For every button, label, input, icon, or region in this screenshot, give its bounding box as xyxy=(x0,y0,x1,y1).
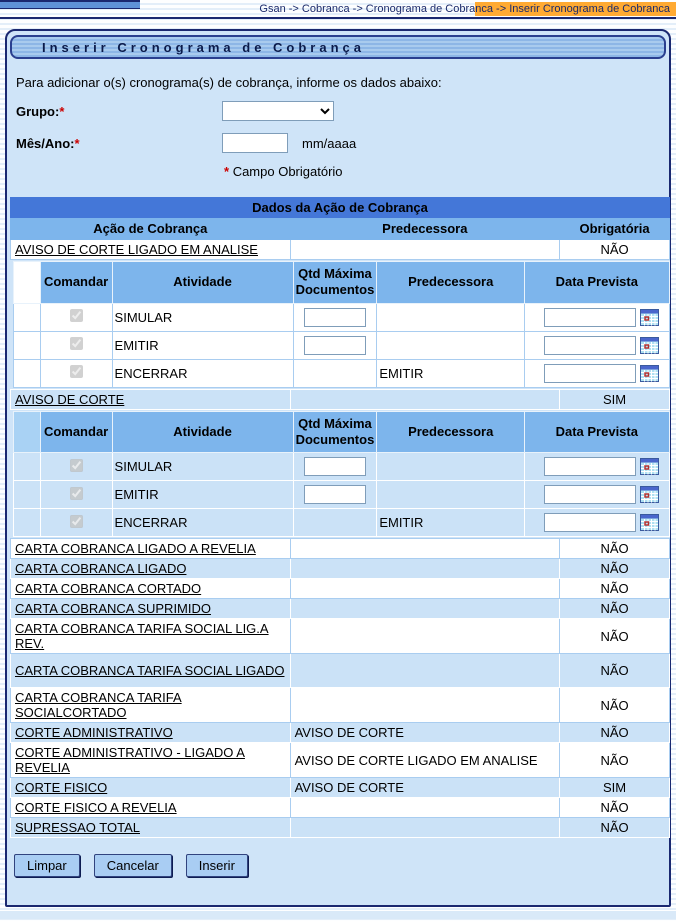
action-name-cell xyxy=(11,619,291,654)
action-predecessora: AVISO DE CORTE xyxy=(290,778,560,798)
action-link[interactable]: CARTA COBRANCA LIGADO xyxy=(15,561,187,576)
action-predecessora xyxy=(290,389,560,409)
comandar-checkbox[interactable] xyxy=(70,487,83,500)
action-obrigatoria: NÃO xyxy=(560,723,670,743)
action-obrigatoria: NÃO xyxy=(560,559,670,579)
action-link[interactable]: SUPRESSAO TOTAL xyxy=(15,820,140,835)
activity-predecessora xyxy=(377,481,525,509)
action-row xyxy=(11,818,670,838)
activity-col-header: Data Prevista xyxy=(525,411,669,453)
activity-col-header: Comandar xyxy=(40,262,112,304)
action-name-cell xyxy=(11,723,291,743)
data-prevista-input[interactable] xyxy=(544,457,636,476)
activity-col-header: Qtd Máxima Documentos xyxy=(293,411,377,453)
activity-table xyxy=(13,261,670,388)
action-obrigatoria: NÃO xyxy=(560,539,670,559)
action-obrigatoria: NÃO xyxy=(560,688,670,723)
activity-col-header xyxy=(13,411,40,453)
action-predecessora xyxy=(290,818,560,838)
action-predecessora xyxy=(290,798,560,818)
activity-row xyxy=(13,331,669,359)
comandar-checkbox[interactable] xyxy=(70,515,83,528)
mes-ano-label: Mês/Ano:* xyxy=(16,135,80,151)
comandar-checkbox[interactable] xyxy=(70,459,83,472)
action-link[interactable]: CARTA COBRANCA TARIFA SOCIAL LIGADO xyxy=(15,663,285,678)
activity-col-header: Comandar xyxy=(40,411,112,453)
activity-col-header xyxy=(13,262,40,304)
activity-spacer-cell xyxy=(13,359,40,387)
data-prevista-cell xyxy=(525,359,669,387)
calendar-icon[interactable] xyxy=(640,486,659,503)
required-note xyxy=(224,164,666,179)
acoes-table-body xyxy=(11,240,670,838)
action-obrigatoria: NÃO xyxy=(560,579,670,599)
action-predecessora xyxy=(290,619,560,654)
comandar-checkbox[interactable] xyxy=(70,365,83,378)
data-prevista-cell xyxy=(525,481,669,509)
action-name-cell xyxy=(11,240,291,260)
activity-predecessora: EMITIR xyxy=(377,509,525,537)
acoes-table-head-static xyxy=(11,198,670,240)
action-row xyxy=(11,539,670,559)
qtd-maxima-input[interactable] xyxy=(304,336,366,355)
activity-col-header: Atividade xyxy=(112,262,293,304)
breadcrumb-path[interactable]: Gsan -> Cobranca -> Cronograma de Cobra xyxy=(259,3,476,15)
action-row xyxy=(11,389,670,409)
inserir-button[interactable]: Inserir xyxy=(186,854,248,877)
action-obrigatoria: NÃO xyxy=(560,798,670,818)
action-obrigatoria: NÃO xyxy=(560,743,670,778)
qtd-maxima-input[interactable] xyxy=(304,485,366,504)
acoes-table xyxy=(10,197,670,838)
action-name-cell xyxy=(11,778,291,798)
activity-spacer-cell xyxy=(13,303,40,331)
qtd-maxima-cell xyxy=(293,359,377,387)
comandar-cell xyxy=(40,359,112,387)
action-obrigatoria: NÃO xyxy=(560,599,670,619)
qtd-maxima-cell xyxy=(293,303,377,331)
comandar-cell xyxy=(40,453,112,481)
breadcrumb-current[interactable]: nca -> Inserir Cronograma de Cobranca xyxy=(475,2,676,16)
qtd-maxima-input[interactable] xyxy=(304,457,366,476)
action-row xyxy=(11,619,670,654)
action-predecessora xyxy=(290,579,560,599)
activity-header-row xyxy=(13,411,669,453)
qtd-maxima-cell xyxy=(293,481,377,509)
action-link[interactable]: CORTE ADMINISTRATIVO xyxy=(15,725,173,740)
data-prevista-cell xyxy=(525,331,669,359)
action-obrigatoria: NÃO xyxy=(560,654,670,688)
activity-predecessora xyxy=(377,453,525,481)
activity-row xyxy=(13,453,669,481)
action-link[interactable]: CARTA COBRANCA CORTADO xyxy=(15,581,202,596)
calendar-icon[interactable] xyxy=(640,337,659,354)
activity-predecessora xyxy=(377,303,525,331)
mes-ano-row xyxy=(16,132,666,154)
activity-table xyxy=(13,411,670,538)
action-row xyxy=(11,723,670,743)
mes-ano-format-hint: mm/aaaa xyxy=(302,135,357,151)
grupo-required-star: * xyxy=(59,103,65,119)
activity-name: SIMULAR xyxy=(112,453,293,481)
comandar-cell xyxy=(40,303,112,331)
intro-text: Para adicionar o(s) cronograma(s) de cobrança, informe os dados abaixo: xyxy=(16,75,442,90)
top-frame-bar xyxy=(0,0,140,9)
mes-ano-input[interactable] xyxy=(222,133,288,153)
comandar-cell xyxy=(40,331,112,359)
data-prevista-cell xyxy=(525,509,669,537)
footer-strip xyxy=(0,911,676,919)
data-prevista-cell xyxy=(525,303,669,331)
action-name-cell xyxy=(11,688,291,723)
action-name-cell xyxy=(11,539,291,559)
qtd-maxima-cell xyxy=(293,509,377,537)
action-name-cell xyxy=(11,599,291,619)
page-title: Inserir Cronograma de Cobrança xyxy=(10,35,666,59)
action-link[interactable]: AVISO DE CORTE LIGADO EM ANALISE xyxy=(15,242,258,257)
action-row xyxy=(11,559,670,579)
action-name-cell xyxy=(11,579,291,599)
activity-row xyxy=(13,481,669,509)
required-note-text: Campo Obrigatório xyxy=(232,164,343,179)
button-row xyxy=(14,854,662,877)
action-link[interactable]: CARTA COBRANCA SUPRIMIDO xyxy=(15,601,211,616)
activity-row xyxy=(13,359,669,387)
activity-col-header: Atividade xyxy=(112,411,293,453)
action-name-cell xyxy=(11,798,291,818)
data-prevista-input[interactable] xyxy=(544,513,636,532)
action-row xyxy=(11,240,670,260)
action-name-cell xyxy=(11,559,291,579)
action-obrigatoria: NÃO xyxy=(560,240,670,260)
mes-ano-required-star: * xyxy=(74,135,80,151)
comandar-cell xyxy=(40,481,112,509)
table-title-row xyxy=(11,198,670,218)
action-link[interactable]: CARTA COBRANCA LIGADO A REVELIA xyxy=(15,541,256,556)
activity-subtable-row xyxy=(11,409,670,539)
action-obrigatoria: NÃO xyxy=(560,619,670,654)
activity-subtable-row xyxy=(11,260,670,390)
activity-name: EMITIR xyxy=(112,331,293,359)
activity-spacer-cell xyxy=(13,331,40,359)
activity-spacer-cell xyxy=(13,509,40,537)
data-prevista-input[interactable] xyxy=(544,485,636,504)
action-predecessora xyxy=(290,240,560,260)
comandar-checkbox[interactable] xyxy=(70,337,83,350)
data-prevista-input[interactable] xyxy=(544,364,636,383)
limpar-button[interactable]: Limpar xyxy=(14,854,80,877)
data-prevista-input[interactable] xyxy=(544,336,636,355)
qtd-maxima-input[interactable] xyxy=(304,308,366,327)
activity-name: EMITIR xyxy=(112,481,293,509)
table-title: Dados da Ação de Cobrança xyxy=(11,198,670,218)
qtd-maxima-cell xyxy=(293,331,377,359)
qtd-maxima-cell xyxy=(293,453,377,481)
action-predecessora: AVISO DE CORTE xyxy=(290,723,560,743)
activity-row xyxy=(13,303,669,331)
required-note-star: * xyxy=(224,164,230,179)
action-link[interactable]: AVISO DE CORTE xyxy=(15,391,125,407)
action-name-cell xyxy=(11,818,291,838)
action-predecessora xyxy=(290,599,560,619)
action-row xyxy=(11,743,670,778)
main-container xyxy=(5,29,671,907)
calendar-icon[interactable] xyxy=(640,458,659,475)
col-header-acao: Ação de Cobrança xyxy=(11,218,291,240)
action-link[interactable]: CARTA COBRANCA TARIFA SOCIALCORTADO xyxy=(15,690,182,720)
action-obrigatoria: NÃO xyxy=(560,818,670,838)
action-obrigatoria: SIM xyxy=(560,389,670,409)
action-link[interactable]: CORTE FISICO xyxy=(15,780,108,795)
action-link[interactable]: CORTE FISICO A REVELIA xyxy=(15,800,177,815)
action-predecessora: AVISO DE CORTE LIGADO EM ANALISE xyxy=(290,743,560,778)
header-divider xyxy=(0,17,676,19)
action-link[interactable]: CORTE ADMINISTRATIVO - LIGADO A REVELIA xyxy=(15,745,245,775)
form-area xyxy=(16,100,666,179)
grupo-row xyxy=(16,100,666,122)
calendar-icon[interactable] xyxy=(640,309,659,326)
activity-predecessora xyxy=(377,331,525,359)
action-link[interactable]: CARTA COBRANCA TARIFA SOCIAL LIG.A REV. xyxy=(15,621,269,651)
calendar-icon[interactable] xyxy=(640,514,659,531)
activity-spacer-cell xyxy=(13,481,40,509)
calendar-icon[interactable] xyxy=(640,365,659,382)
comandar-cell xyxy=(40,509,112,537)
data-prevista-cell xyxy=(525,453,669,481)
activity-name: ENCERRAR xyxy=(112,509,293,537)
action-name-cell xyxy=(11,743,291,778)
action-obrigatoria: SIM xyxy=(560,778,670,798)
activity-col-header: Predecessora xyxy=(377,411,525,453)
col-header-obrigatoria: Obrigatória xyxy=(560,218,670,240)
activity-col-header: Qtd Máxima Documentos xyxy=(293,262,377,304)
activity-predecessora: EMITIR xyxy=(377,359,525,387)
action-predecessora xyxy=(290,654,560,688)
action-row xyxy=(11,599,670,619)
action-row xyxy=(11,798,670,818)
data-prevista-input[interactable] xyxy=(544,308,636,327)
action-row xyxy=(11,688,670,723)
table-columns-row xyxy=(11,218,670,240)
activity-col-header: Data Prevista xyxy=(525,262,669,304)
activity-row xyxy=(13,509,669,537)
grupo-select[interactable] xyxy=(222,101,334,121)
action-predecessora xyxy=(290,559,560,579)
grupo-label: Grupo:* xyxy=(16,103,65,119)
action-name-cell xyxy=(11,389,291,409)
cancelar-button[interactable]: Cancelar xyxy=(94,854,172,877)
activity-header-row xyxy=(13,262,669,304)
action-name-cell xyxy=(11,654,291,688)
activity-name: ENCERRAR xyxy=(112,359,293,387)
activity-col-header: Predecessora xyxy=(377,262,525,304)
col-header-predecessora: Predecessora xyxy=(290,218,560,240)
activity-name: SIMULAR xyxy=(112,303,293,331)
action-predecessora xyxy=(290,688,560,723)
action-row xyxy=(11,778,670,798)
action-row xyxy=(11,579,670,599)
action-row xyxy=(11,654,670,688)
activity-spacer-cell xyxy=(13,453,40,481)
comandar-checkbox[interactable] xyxy=(70,309,83,322)
action-predecessora xyxy=(290,539,560,559)
